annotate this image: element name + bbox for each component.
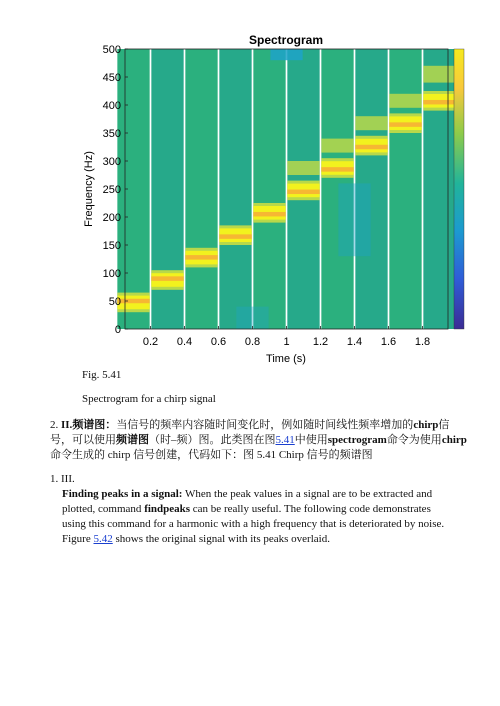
harmonic-band <box>355 116 387 130</box>
body-text: （时–频）图。此类图在图 <box>149 434 276 446</box>
figure-label: Fig. 5.41 <box>82 369 122 381</box>
chirp-band-peak <box>423 100 455 104</box>
body-text: 信号，可以使用 <box>50 419 450 446</box>
x-tick-label: 0.2 <box>142 336 159 348</box>
bold-chirp-cmd: chirp <box>441 434 467 446</box>
time-column <box>253 49 285 329</box>
list-item-2 <box>50 418 470 463</box>
time-column <box>185 49 217 329</box>
body-text: 中使用 <box>294 434 328 446</box>
figure-ref-link[interactable]: 5.41 <box>275 434 295 446</box>
body-text: 当信号的频率内容随时间变化时，例如随时间线性频率增加的 <box>116 419 414 431</box>
x-tick-label: 0.4 <box>176 336 193 348</box>
x-tick-label: 1.8 <box>414 336 431 348</box>
y-tick-label: 450 <box>102 72 121 84</box>
y-tick-label: 350 <box>102 128 121 140</box>
time-column <box>389 49 421 329</box>
body-text: can be really useful. The following code demonstrates using this command for a harmonic with a high frequency that is deteriorated by noise. Figure <box>62 503 445 545</box>
cyan-patch <box>338 183 370 256</box>
figure-ref-link[interactable]: 5.42 <box>93 533 113 545</box>
x-tick-label: 0.6 <box>210 336 227 348</box>
bold-spectrogram-cn: 频谱图 <box>116 434 149 446</box>
time-column <box>117 49 149 329</box>
y-tick-label: 150 <box>102 240 121 252</box>
cyan-patch <box>270 49 302 60</box>
roman-numeral: II. <box>61 419 73 431</box>
cyan-patch <box>236 307 268 329</box>
list-number: 2. <box>50 419 59 431</box>
roman-numeral: III. <box>61 473 75 485</box>
y-tick-label: 0 <box>114 324 121 336</box>
body-text: 命令为使用 <box>386 434 442 446</box>
chirp-band-peak <box>389 122 421 126</box>
y-axis-label: Frequency (Hz) <box>83 151 95 227</box>
bold-spectrogram-cmd: spectrogram <box>327 434 387 446</box>
list-item-1 <box>50 472 450 547</box>
chirp-band-peak <box>151 276 183 280</box>
y-tick-label: 250 <box>102 184 121 196</box>
y-tick-label: 500 <box>102 44 121 56</box>
x-tick-label: 1.4 <box>346 336 363 348</box>
chirp-band-peak <box>321 167 353 171</box>
x-axis-label: Time (s) <box>266 353 306 365</box>
x-tick-label: 1.2 <box>312 336 329 348</box>
chirp-band-peak <box>253 212 285 216</box>
chirp-band-peak <box>117 299 149 303</box>
x-tick-label: 0.8 <box>244 336 261 348</box>
body-text: shows the original signal with its peaks overlaid. <box>115 533 330 545</box>
harmonic-band <box>389 94 421 108</box>
chirp-band-peak <box>355 145 387 149</box>
harmonic-band <box>287 161 319 175</box>
figure-caption: Spectrogram for a chirp signal <box>82 393 216 405</box>
time-column <box>219 49 251 329</box>
y-tick-label: 200 <box>102 212 121 224</box>
colorbar <box>454 49 464 329</box>
term-spectrogram: 频谱图： <box>72 419 117 431</box>
chirp-band-peak <box>185 255 217 259</box>
list-number: 1. <box>50 473 59 485</box>
chirp-band-peak <box>287 190 319 194</box>
y-tick-label: 300 <box>102 156 121 168</box>
y-tick-label: 400 <box>102 100 121 112</box>
harmonic-band <box>423 66 455 83</box>
bold-findpeaks: findpeaks <box>144 503 191 515</box>
harmonic-band <box>321 139 353 153</box>
x-tick-label: 1.6 <box>380 336 397 348</box>
spectrogram-cells <box>117 49 455 329</box>
body-text: 命令生成的 chirp 信号创建，代码如下：图 5.41 Chirp 信号的频谱图 <box>50 449 373 461</box>
y-tick-label: 50 <box>108 296 121 308</box>
bold-chirp: chirp <box>413 419 439 431</box>
term-finding-peaks: Finding peaks in a signal: <box>62 488 183 500</box>
chirp-band-peak <box>219 234 251 238</box>
chart-title: Spectrogram <box>248 33 324 47</box>
body-text: When the peak values in a signal are to be extracted and plotted, command <box>62 488 433 515</box>
x-tick-label: 1 <box>283 336 290 348</box>
y-tick-label: 100 <box>102 268 121 280</box>
